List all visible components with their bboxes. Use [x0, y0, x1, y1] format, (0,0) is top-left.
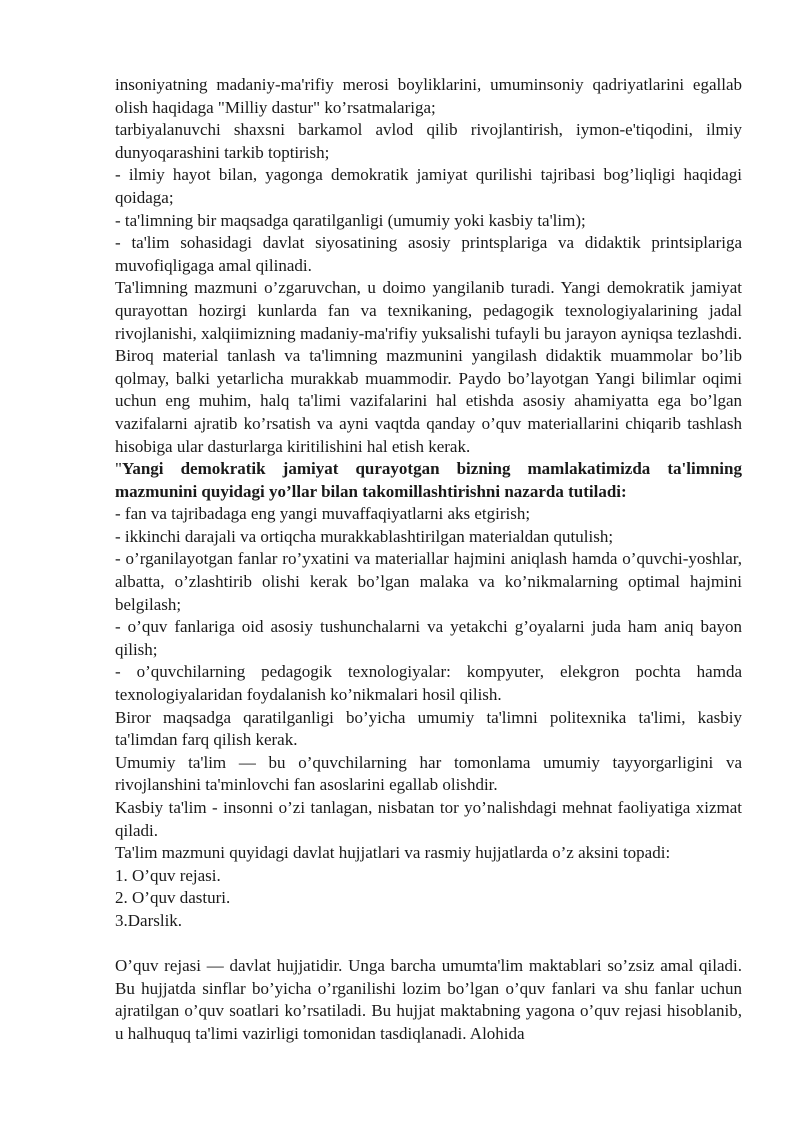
- blank-line: [115, 933, 742, 956]
- list-item: - fan va tajribadaga eng yangi muvaffaqiyatlarni aks etgirish;: [115, 504, 531, 524]
- paragraph: tarbiyalanuvchi shaxsni barkamol avlod qilib rivojlantirish, iymon-e'tiqodini, ilmiy dunyoqarashini tarkib toptirish;: [115, 120, 742, 162]
- list-item: - ilmiy hayot bilan, yagonga demokratik jamiyat qurilishi tajribasi bog’liqligi haqidagi qoidaga;: [115, 165, 742, 207]
- list-item: - o’quvchilarning pedagogik texnologiyalar: kompyuter, elekgron pochta hamda texnologiyalaridan foydalanish ko’nikmalari hosil qilish.: [115, 662, 742, 705]
- bold-heading-paragraph: [115, 458, 742, 503]
- list-item: - o’rganilayotgan fanlar ro’yxatini va materiallar hajmini aniqlash hamda o’quvchi-yoshlar, albatta, o’zlashtirib olishi kerak bo’lgan malaka va ko’nikmalarning optimal hajmini belgilash;: [115, 549, 742, 614]
- list-item: - o’quv fanlariga oid asosiy tushunchalarni va yetakchi g’oyalarni juda ham aniq bayon qilish;: [115, 617, 742, 659]
- paragraph: O’quv rejasi — davlat hujjatidir. Unga barcha umumta'lim maktablari so’zsiz amal qiladi. Bu hujjatda sinflar bo’yicha o’rganilishi lozim bo’lgan o’quv fanlari va shu fanlar uchun ajratilgan o’quv soatlari ko’rsatiladi. Bu hujjat maktabning yagona o’quv rejasi hisoblanib, u halhuquq ta'limi vazirligi tomonidan tasdiqlanadi. Alohida: [115, 956, 742, 1043]
- list-item: - ta'limning bir maqsadga qaratilganligi (umumiy yoki kasbiy ta'lim);: [115, 210, 586, 230]
- list-item: - ta'lim sohasidagi davlat siyosatining asosiy printsplariga va didaktik printsiplariga muvofiqligaga amal qilinadi.: [115, 233, 742, 275]
- numbered-item: 3.Darslik.: [115, 910, 183, 930]
- list-item: - ikkinchi darajali va ortiqcha murakkablashtirilgan materialdan qutulish;: [115, 526, 614, 546]
- paragraph: insoniyatning madaniy-ma'rifiy merosi boyliklarini, umuminsoniy qadriyatlarini egallab olish haqidaga "Milliy dastur" ko’rsatmalariga;: [115, 75, 742, 117]
- document-page: [115, 74, 742, 1046]
- numbered-item: 2. O’quv dasturi.: [115, 888, 231, 908]
- paragraph: Umumiy ta'lim — bu o’quvchilarning har tomonlama umumiy tayyorgarligini va rivojlanshini ta'minlovchi fan asoslarini egallab olishdir.: [115, 752, 742, 795]
- numbered-item: 1. O’quv rejasi.: [115, 865, 221, 885]
- bold-heading-text: Yangi demokratik jamiyat qurayotgan bizning mamlakatimizda ta'limning mazmunini quyidagi yo’llar bilan takomillashtirishni nazarda tutiladi:: [115, 459, 742, 501]
- heading-quote: ": [115, 459, 122, 479]
- paragraph: Kasbiy ta'lim - insonni o’zi tanlagan, nisbatan tor yo’nalishdagi mehnat faoliyatiga xizmat qiladi.: [115, 798, 742, 840]
- paragraph: Ta'limning mazmuni o’zgaruvchan, u doimo yangilanib turadi. Yangi demokratik jamiyat qurayottan hozirgi kunlarda fan va texnikaning, pedagogik texnologiyalarining jadal rivojlanishi, xalqiimizning madaniy-ma'rifiy yuksalishi tufayli bu jarayon ayniqsa tezlashdi. Biroq material tanlash va ta'limning mazmunini yangilash didaktik muammolar bo’lib qolmay, balki yetarlicha murakkab muammodir. Paydo bo’layotgan Yangi bilimlar oqimi uchun eng muhim, halq ta'limi vazifalarini hal etishda asosiy ahamiyatta ega bo’lgan vazifalarni ajratib ko’rsatish va ayni vaqtda qanday o’quv materiallarini chiqarib tashlash hisobiga ular dasturlarga kiritilishini hal etish kerak.: [115, 278, 742, 456]
- paragraph: Ta'lim mazmuni quyidagi davlat hujjatlari va rasmiy hujjatlarda o’z aksini topadi:: [115, 843, 671, 863]
- paragraph: Biror maqsadga qaratilganligi bo’yicha umumiy ta'limni politexnika ta'limi, kasbiy ta'limdan farq qilish kerak.: [115, 707, 742, 750]
